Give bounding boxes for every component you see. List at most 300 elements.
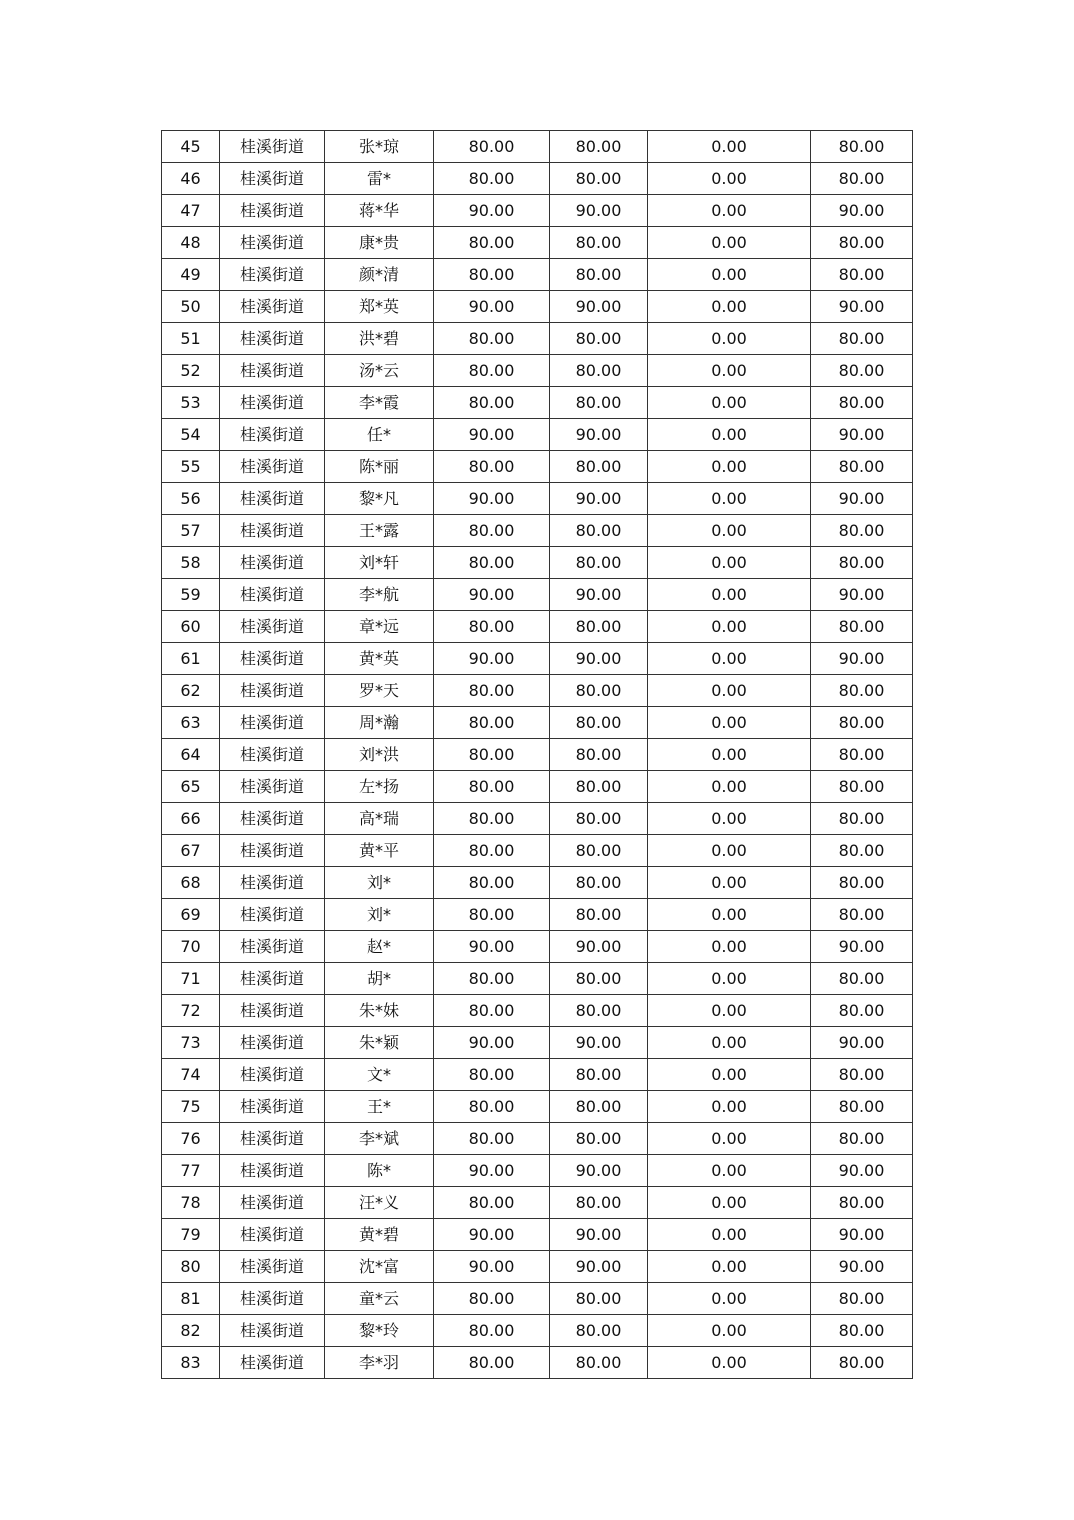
cell-amount-c: 0.00 [648,739,811,771]
cell-subdistrict: 桂溪街道 [220,611,325,643]
table-row [162,131,913,163]
cell-subdistrict: 桂溪街道 [220,291,325,323]
table-row [162,1091,913,1123]
cell-subdistrict: 桂溪街道 [220,1187,325,1219]
cell-amount-a: 80.00 [434,867,550,899]
cell-amount-d: 80.00 [811,1123,913,1155]
table-row [162,419,913,451]
cell-index: 79 [162,1219,220,1251]
cell-amount-d: 90.00 [811,195,913,227]
cell-amount-b: 80.00 [550,547,648,579]
cell-subdistrict: 桂溪街道 [220,323,325,355]
cell-name: 文* [325,1059,434,1091]
cell-name: 任* [325,419,434,451]
cell-amount-a: 80.00 [434,963,550,995]
cell-subdistrict: 桂溪街道 [220,515,325,547]
table-row [162,675,913,707]
table-row [162,707,913,739]
cell-amount-b: 80.00 [550,963,648,995]
table-row [162,195,913,227]
cell-name: 胡* [325,963,434,995]
cell-index: 73 [162,1027,220,1059]
cell-amount-a: 80.00 [434,611,550,643]
cell-amount-c: 0.00 [648,227,811,259]
cell-amount-a: 80.00 [434,451,550,483]
cell-amount-b: 80.00 [550,1059,648,1091]
table-row [162,963,913,995]
cell-index: 66 [162,803,220,835]
cell-amount-d: 80.00 [811,835,913,867]
cell-name: 李*霞 [325,387,434,419]
cell-amount-a: 80.00 [434,995,550,1027]
cell-amount-c: 0.00 [648,579,811,611]
cell-amount-b: 90.00 [550,579,648,611]
cell-amount-a: 80.00 [434,1347,550,1379]
table-row [162,867,913,899]
cell-amount-d: 90.00 [811,1251,913,1283]
cell-amount-d: 80.00 [811,451,913,483]
cell-amount-a: 90.00 [434,195,550,227]
table-body [162,131,913,1379]
cell-amount-c: 0.00 [648,483,811,515]
cell-amount-a: 90.00 [434,579,550,611]
cell-amount-a: 90.00 [434,643,550,675]
cell-index: 62 [162,675,220,707]
table-row [162,931,913,963]
cell-subdistrict: 桂溪街道 [220,1059,325,1091]
cell-amount-d: 80.00 [811,355,913,387]
table-row [162,579,913,611]
cell-index: 57 [162,515,220,547]
cell-amount-c: 0.00 [648,547,811,579]
cell-index: 83 [162,1347,220,1379]
cell-amount-a: 80.00 [434,547,550,579]
cell-amount-d: 80.00 [811,867,913,899]
cell-amount-b: 80.00 [550,355,648,387]
cell-amount-b: 90.00 [550,419,648,451]
cell-amount-b: 80.00 [550,451,648,483]
cell-amount-c: 0.00 [648,387,811,419]
cell-amount-b: 80.00 [550,707,648,739]
cell-amount-b: 90.00 [550,1027,648,1059]
cell-index: 45 [162,131,220,163]
cell-amount-d: 90.00 [811,1155,913,1187]
cell-amount-c: 0.00 [648,1347,811,1379]
cell-index: 51 [162,323,220,355]
cell-name: 王*露 [325,515,434,547]
cell-amount-b: 80.00 [550,739,648,771]
cell-index: 61 [162,643,220,675]
cell-subdistrict: 桂溪街道 [220,1027,325,1059]
cell-index: 82 [162,1315,220,1347]
cell-index: 65 [162,771,220,803]
cell-amount-c: 0.00 [648,1091,811,1123]
cell-subdistrict: 桂溪街道 [220,931,325,963]
cell-name: 李*航 [325,579,434,611]
cell-name: 高*瑞 [325,803,434,835]
cell-amount-b: 90.00 [550,1219,648,1251]
cell-amount-c: 0.00 [648,771,811,803]
cell-amount-d: 90.00 [811,291,913,323]
cell-amount-b: 90.00 [550,195,648,227]
cell-index: 77 [162,1155,220,1187]
cell-amount-c: 0.00 [648,195,811,227]
cell-amount-b: 90.00 [550,1251,648,1283]
cell-name: 黄*碧 [325,1219,434,1251]
cell-subdistrict: 桂溪街道 [220,1091,325,1123]
cell-name: 朱*妹 [325,995,434,1027]
cell-amount-a: 90.00 [434,419,550,451]
cell-amount-b: 80.00 [550,1123,648,1155]
cell-amount-d: 80.00 [811,675,913,707]
cell-index: 53 [162,387,220,419]
cell-amount-b: 80.00 [550,515,648,547]
table-row [162,547,913,579]
cell-name: 赵* [325,931,434,963]
cell-amount-d: 80.00 [811,227,913,259]
cell-amount-b: 80.00 [550,803,648,835]
cell-amount-b: 80.00 [550,163,648,195]
cell-name: 黎*玲 [325,1315,434,1347]
table-row [162,163,913,195]
cell-amount-d: 90.00 [811,1219,913,1251]
cell-amount-d: 80.00 [811,515,913,547]
cell-amount-c: 0.00 [648,323,811,355]
cell-amount-a: 80.00 [434,771,550,803]
cell-subdistrict: 桂溪街道 [220,1251,325,1283]
table-row [162,643,913,675]
cell-amount-d: 80.00 [811,963,913,995]
cell-name: 童*云 [325,1283,434,1315]
cell-amount-c: 0.00 [648,995,811,1027]
cell-amount-b: 80.00 [550,1315,648,1347]
cell-index: 81 [162,1283,220,1315]
cell-amount-c: 0.00 [648,867,811,899]
cell-amount-b: 90.00 [550,291,648,323]
cell-subdistrict: 桂溪街道 [220,1123,325,1155]
cell-amount-b: 80.00 [550,131,648,163]
cell-amount-d: 80.00 [811,163,913,195]
table-row [162,1251,913,1283]
cell-subdistrict: 桂溪街道 [220,419,325,451]
cell-subdistrict: 桂溪街道 [220,163,325,195]
cell-amount-d: 80.00 [811,1091,913,1123]
cell-subdistrict: 桂溪街道 [220,451,325,483]
cell-amount-c: 0.00 [648,163,811,195]
cell-name: 黄*英 [325,643,434,675]
cell-subdistrict: 桂溪街道 [220,355,325,387]
cell-amount-b: 80.00 [550,835,648,867]
table-row [162,739,913,771]
cell-amount-a: 80.00 [434,323,550,355]
cell-subdistrict: 桂溪街道 [220,1155,325,1187]
cell-amount-a: 90.00 [434,483,550,515]
cell-name: 陈*丽 [325,451,434,483]
cell-index: 76 [162,1123,220,1155]
cell-amount-a: 90.00 [434,1251,550,1283]
cell-amount-d: 80.00 [811,1347,913,1379]
cell-subdistrict: 桂溪街道 [220,707,325,739]
cell-amount-a: 80.00 [434,899,550,931]
cell-name: 罗*天 [325,675,434,707]
cell-name: 周*瀚 [325,707,434,739]
cell-amount-a: 90.00 [434,291,550,323]
cell-subdistrict: 桂溪街道 [220,579,325,611]
cell-amount-d: 80.00 [811,771,913,803]
cell-index: 56 [162,483,220,515]
cell-index: 55 [162,451,220,483]
cell-name: 汪*义 [325,1187,434,1219]
cell-amount-c: 0.00 [648,803,811,835]
cell-amount-a: 80.00 [434,1315,550,1347]
cell-index: 58 [162,547,220,579]
cell-index: 69 [162,899,220,931]
cell-amount-c: 0.00 [648,1219,811,1251]
cell-amount-c: 0.00 [648,419,811,451]
cell-index: 52 [162,355,220,387]
cell-amount-b: 80.00 [550,1283,648,1315]
cell-amount-b: 90.00 [550,931,648,963]
cell-index: 60 [162,611,220,643]
table-row [162,451,913,483]
cell-name: 李*斌 [325,1123,434,1155]
cell-amount-c: 0.00 [648,1283,811,1315]
cell-index: 72 [162,995,220,1027]
cell-amount-a: 90.00 [434,1219,550,1251]
cell-amount-b: 80.00 [550,1187,648,1219]
cell-amount-d: 80.00 [811,547,913,579]
table-row [162,835,913,867]
cell-index: 54 [162,419,220,451]
cell-amount-d: 80.00 [811,1187,913,1219]
table-row [162,803,913,835]
cell-subdistrict: 桂溪街道 [220,899,325,931]
cell-name: 雷* [325,163,434,195]
cell-subdistrict: 桂溪街道 [220,227,325,259]
cell-subdistrict: 桂溪街道 [220,771,325,803]
cell-amount-d: 90.00 [811,643,913,675]
cell-subdistrict: 桂溪街道 [220,387,325,419]
cell-amount-d: 80.00 [811,803,913,835]
cell-subdistrict: 桂溪街道 [220,1219,325,1251]
cell-index: 50 [162,291,220,323]
cell-name: 刘*洪 [325,739,434,771]
cell-amount-b: 80.00 [550,1347,648,1379]
cell-name: 康*贵 [325,227,434,259]
table-row [162,1027,913,1059]
cell-index: 63 [162,707,220,739]
cell-name: 郑*英 [325,291,434,323]
cell-amount-d: 90.00 [811,483,913,515]
cell-amount-c: 0.00 [648,131,811,163]
cell-amount-a: 80.00 [434,707,550,739]
cell-amount-d: 80.00 [811,387,913,419]
cell-name: 左*扬 [325,771,434,803]
cell-amount-a: 80.00 [434,163,550,195]
cell-subdistrict: 桂溪街道 [220,867,325,899]
cell-amount-d: 90.00 [811,579,913,611]
cell-index: 47 [162,195,220,227]
table-row [162,259,913,291]
cell-name: 黎*凡 [325,483,434,515]
cell-index: 74 [162,1059,220,1091]
cell-index: 71 [162,963,220,995]
cell-amount-d: 90.00 [811,1027,913,1059]
cell-name: 刘* [325,899,434,931]
cell-amount-c: 0.00 [648,899,811,931]
cell-amount-a: 80.00 [434,1091,550,1123]
table-row [162,1283,913,1315]
cell-amount-d: 80.00 [811,323,913,355]
table-row [162,1315,913,1347]
table-row [162,387,913,419]
cell-amount-b: 90.00 [550,1155,648,1187]
cell-subdistrict: 桂溪街道 [220,483,325,515]
cell-name: 洪*碧 [325,323,434,355]
cell-name: 王* [325,1091,434,1123]
cell-amount-c: 0.00 [648,1027,811,1059]
cell-amount-b: 80.00 [550,899,648,931]
cell-subdistrict: 桂溪街道 [220,835,325,867]
cell-amount-c: 0.00 [648,291,811,323]
cell-amount-a: 80.00 [434,227,550,259]
table-row [162,515,913,547]
cell-subdistrict: 桂溪街道 [220,1347,325,1379]
cell-amount-a: 80.00 [434,387,550,419]
cell-index: 78 [162,1187,220,1219]
cell-name: 颜*清 [325,259,434,291]
cell-amount-d: 80.00 [811,707,913,739]
table-row [162,771,913,803]
cell-subdistrict: 桂溪街道 [220,803,325,835]
cell-name: 李*羽 [325,1347,434,1379]
cell-subdistrict: 桂溪街道 [220,995,325,1027]
cell-amount-b: 80.00 [550,995,648,1027]
cell-amount-a: 80.00 [434,675,550,707]
cell-amount-c: 0.00 [648,259,811,291]
cell-subdistrict: 桂溪街道 [220,259,325,291]
cell-subdistrict: 桂溪街道 [220,1315,325,1347]
cell-amount-a: 80.00 [434,1123,550,1155]
table-row [162,1219,913,1251]
cell-name: 蒋*华 [325,195,434,227]
cell-name: 刘*轩 [325,547,434,579]
cell-name: 黄*平 [325,835,434,867]
cell-amount-d: 80.00 [811,259,913,291]
cell-amount-b: 80.00 [550,323,648,355]
cell-index: 70 [162,931,220,963]
cell-amount-c: 0.00 [648,1315,811,1347]
cell-subdistrict: 桂溪街道 [220,195,325,227]
cell-amount-a: 90.00 [434,931,550,963]
cell-amount-a: 80.00 [434,835,550,867]
table-row [162,611,913,643]
cell-amount-c: 0.00 [648,835,811,867]
cell-amount-c: 0.00 [648,1251,811,1283]
cell-amount-a: 80.00 [434,1283,550,1315]
table-row [162,323,913,355]
cell-amount-d: 80.00 [811,1059,913,1091]
cell-amount-c: 0.00 [648,963,811,995]
cell-amount-d: 90.00 [811,931,913,963]
cell-amount-d: 80.00 [811,1315,913,1347]
cell-subdistrict: 桂溪街道 [220,131,325,163]
cell-amount-a: 80.00 [434,515,550,547]
cell-amount-c: 0.00 [648,1059,811,1091]
table-row [162,1187,913,1219]
cell-amount-a: 90.00 [434,1155,550,1187]
cell-amount-a: 80.00 [434,131,550,163]
cell-amount-c: 0.00 [648,643,811,675]
data-table [161,130,913,1379]
cell-amount-d: 80.00 [811,899,913,931]
cell-amount-d: 90.00 [811,419,913,451]
cell-amount-b: 80.00 [550,867,648,899]
cell-index: 67 [162,835,220,867]
cell-name: 汤*云 [325,355,434,387]
cell-index: 68 [162,867,220,899]
cell-amount-a: 80.00 [434,1187,550,1219]
cell-amount-c: 0.00 [648,707,811,739]
cell-amount-a: 80.00 [434,803,550,835]
cell-subdistrict: 桂溪街道 [220,739,325,771]
cell-amount-b: 80.00 [550,675,648,707]
cell-amount-d: 80.00 [811,739,913,771]
cell-amount-a: 90.00 [434,1027,550,1059]
table-row [162,483,913,515]
table-row [162,1123,913,1155]
cell-index: 49 [162,259,220,291]
cell-index: 64 [162,739,220,771]
table-row [162,227,913,259]
cell-name: 沈*富 [325,1251,434,1283]
cell-amount-d: 80.00 [811,611,913,643]
cell-amount-d: 80.00 [811,995,913,1027]
table-row [162,291,913,323]
cell-subdistrict: 桂溪街道 [220,1283,325,1315]
cell-amount-b: 80.00 [550,1091,648,1123]
cell-subdistrict: 桂溪街道 [220,675,325,707]
cell-subdistrict: 桂溪街道 [220,963,325,995]
cell-index: 75 [162,1091,220,1123]
cell-amount-b: 90.00 [550,483,648,515]
cell-amount-b: 80.00 [550,611,648,643]
cell-index: 48 [162,227,220,259]
cell-amount-c: 0.00 [648,1155,811,1187]
cell-name: 刘* [325,867,434,899]
cell-amount-c: 0.00 [648,1187,811,1219]
cell-amount-c: 0.00 [648,355,811,387]
cell-amount-b: 80.00 [550,259,648,291]
cell-amount-c: 0.00 [648,611,811,643]
cell-amount-c: 0.00 [648,451,811,483]
cell-name: 章*远 [325,611,434,643]
cell-amount-c: 0.00 [648,515,811,547]
cell-amount-c: 0.00 [648,931,811,963]
cell-amount-a: 80.00 [434,355,550,387]
cell-name: 陈* [325,1155,434,1187]
cell-amount-b: 90.00 [550,643,648,675]
table-row [162,995,913,1027]
cell-amount-d: 80.00 [811,131,913,163]
cell-amount-b: 80.00 [550,227,648,259]
cell-amount-d: 80.00 [811,1283,913,1315]
cell-amount-c: 0.00 [648,675,811,707]
cell-amount-b: 80.00 [550,387,648,419]
table-row [162,355,913,387]
cell-amount-a: 80.00 [434,1059,550,1091]
cell-index: 59 [162,579,220,611]
